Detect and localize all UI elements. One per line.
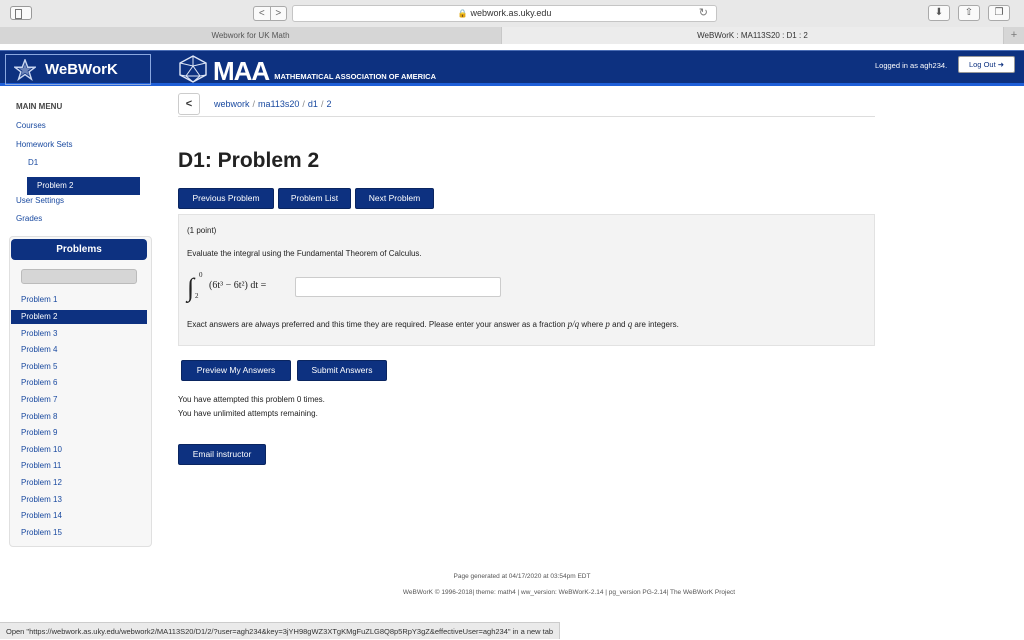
maa-subtitle: MATHEMATICAL ASSOCIATION OF AMERICA [274,72,437,81]
attempts-info [178,393,325,421]
sidebar-toggle-icon[interactable] [10,6,32,20]
note-text-1: Exact answers are always preferred and this time they are required. Please enter your answer as a fraction [187,320,568,329]
previous-problem-button[interactable]: Previous Problem [178,188,274,209]
tab-webwork-problem[interactable]: WeBWorK : MA113S20 : D1 : 2 [502,27,1004,44]
problem-link-5[interactable]: Problem 5 [21,361,58,371]
problem-list-button[interactable]: Problem List [278,188,351,209]
problem-link-12[interactable]: Problem 12 [21,477,62,487]
problem-body [178,214,875,346]
downloads-icon[interactable]: ⬇ [928,5,950,21]
menu-current-problem-link[interactable]: Problem 2 [27,177,140,195]
integral-lower-limit: 2 [195,292,199,300]
menu-grades-link[interactable]: Grades [16,214,43,223]
breadcrumb-separator: / [252,99,256,109]
problem-link-4[interactable]: Problem 4 [21,345,58,355]
breadcrumb-separator: / [320,99,324,109]
webwork-logo-text: WeBWorK [45,61,118,78]
login-status: Logged in as agh234. [875,61,948,70]
problem-link-7[interactable]: Problem 7 [21,394,58,404]
problem-link-8[interactable]: Problem 8 [21,411,58,421]
webwork-logo[interactable] [5,54,151,85]
integral-expression [187,271,307,303]
breadcrumb-separator: / [302,99,305,109]
note-q: q [627,319,633,329]
answer-input[interactable] [295,277,501,297]
problem-link-9[interactable]: Problem 9 [21,428,58,438]
problem-link-2[interactable]: Problem 2 [11,310,147,324]
note-pq: p/q [567,319,580,329]
footer-versions: WeBWorK © 1996-2018| theme: math4 | ww_version: WeBWorK-2.14 | pg_version PG-2.14| The WeBWorK Project [402,589,736,596]
problem-link-3[interactable]: Problem 3 [21,328,58,338]
note-text-2: where [579,320,606,329]
note-text-3: and [609,320,628,329]
problem-link-15[interactable]: Problem 15 [21,527,62,537]
submit-answers-button[interactable]: Submit Answers [297,360,387,381]
new-tab-button[interactable]: + [1004,27,1024,44]
menu-courses-link[interactable]: Courses [16,121,46,130]
problem-link-11[interactable]: Problem 11 [21,461,62,471]
breadcrumb-course[interactable]: ma113s20 [258,99,300,109]
problem-points: (1 point) [187,226,217,235]
email-instructor-button[interactable]: Email instructor [178,444,266,465]
address-bar[interactable] [292,5,717,22]
problems-panel [9,236,152,547]
tabs-overview-icon[interactable]: ❐ [988,5,1010,21]
site-header [0,50,1024,86]
problem-link-13[interactable]: Problem 13 [21,494,62,504]
browser-chrome [0,0,1024,44]
problem-prompt: Evaluate the integral using the Fundamental Theorem of Calculus. [187,249,422,258]
breadcrumb [178,93,875,117]
main-menu-heading: MAIN MENU [16,102,63,111]
note-p: p [605,319,610,329]
lock-icon: 🔒 [457,9,468,18]
browser-status-bar: Open "https://webwork.as.uky.edu/webwork2/MA113S20/D1/2/?user=agh234&key=3jYH98gWZ3XTgKMgFuZLG8Q8p5RpY3gZ&effectiveUser=agh234" in a new tab [0,622,560,639]
preview-answers-button[interactable]: Preview My Answers [181,360,291,381]
problems-panel-title: Problems [11,239,147,260]
integral-upper-limit: 0 [199,271,203,279]
page-title: D1: Problem 2 [178,149,320,172]
breadcrumb-trail [214,99,331,109]
problem-link-6[interactable]: Problem 6 [21,378,58,388]
breadcrumb-set[interactable]: d1 [307,99,318,109]
tab-bar [0,27,1024,44]
menu-user-settings-link[interactable]: User Settings [16,195,65,205]
forward-button[interactable]: > [275,8,282,19]
share-icon[interactable]: ⇧ [958,5,980,21]
address-text: webwork.as.uky.edu [470,8,552,18]
main-menu [10,94,152,233]
breadcrumb-back-button[interactable]: < [178,93,200,115]
problem-link-1[interactable]: Problem 1 [21,295,58,304]
problems-list [11,292,147,541]
breadcrumb-webwork[interactable]: webwork [214,99,250,109]
problem-link-10[interactable]: Problem 10 [21,444,62,454]
integral-sign-icon: ∫ [187,273,195,302]
webwork-star-icon [14,59,36,81]
answer-note [187,319,679,329]
back-button[interactable]: < [254,7,271,20]
maa-logo[interactable] [178,55,437,86]
footer-generated: Page generated at 04/17/2020 at 03:54pm EDT [453,573,591,580]
next-problem-button[interactable]: Next Problem [355,188,434,209]
note-text-4: are integers. [632,320,679,329]
problem-link-14[interactable]: Problem 14 [21,511,62,521]
integral-integrand: (6t³ − 6t²) dt = [209,280,267,291]
nav-buttons [253,6,287,21]
attempts-count: You have attempted this problem 0 times. [178,395,325,404]
problems-progress-bar [21,269,137,284]
maa-icosahedron-icon [178,55,208,83]
menu-set-d1-link[interactable]: D1 [28,158,39,167]
logout-button[interactable]: Log Out ➜ [958,56,1015,73]
reload-icon[interactable]: ↻ [698,7,708,19]
tab-webwork-uk-math[interactable]: Webwork for UK Math [0,27,502,44]
menu-homework-sets-link[interactable]: Homework Sets [16,139,73,149]
page-footer [0,569,1024,601]
breadcrumb-problem: 2 [326,99,332,109]
maa-big-text: MAA [213,56,270,86]
attempts-remaining: You have unlimited attempts remaining. [178,409,318,418]
browser-toolbar [0,0,1024,27]
